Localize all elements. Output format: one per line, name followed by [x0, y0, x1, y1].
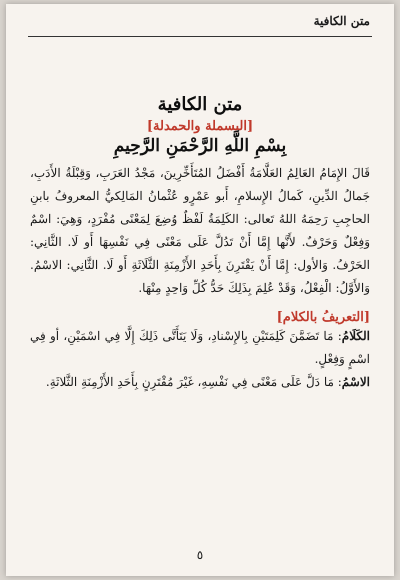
paragraph-kalam — [30, 325, 370, 371]
basmala-calligraphy: بِسْمِ اللَّهِ الرَّحْمَنِ الرَّحِيمِ — [113, 136, 287, 156]
page-content — [30, 94, 370, 394]
book-page — [6, 4, 394, 576]
page-number: ٥ — [196, 548, 204, 562]
term-ism: الاسْمُ — [341, 375, 370, 389]
running-header: متن الكافية — [313, 14, 370, 28]
section-heading-kalam: [التعريفُ بالكلام] — [276, 310, 370, 325]
header-divider — [28, 36, 372, 37]
paragraph-intro: قَالَ الإِمَامُ العَالِمُ العَلَّامَةُ أَفْضَلُ المُتَأَخِّرِينَ، مَجْدُ العَرَبِ، وَقِبْلَةُ الأَدَبِ، جَمالُ الدِّينِ، كَمالُ الإِسلامِ، أَبو عَمْرٍو عُثْمانُ المَالِكيُّ المعروفُ بابنِ الحاجِبِ رَحِمَهُ اللهُ تَعالى: الكَلِمَةُ لَفْظٌ وُضِعَ لِمَعْنًى مُفْرَدٍ، وَهِيَ: اسْمٌ وَفِعْلٌ وَحَرْفٌ. لأَنَّها إِمَّا أَنْ تَدُلَّ عَلَى مَعْنًى فِي نَفْسِهَا أَو لَا. الثَّانِي: الحَرْفُ. وَالأول: إِمَّا أَنْ يَقْتَرِنَ بِأَحَدِ الأَزْمِنَةِ الثَّلَاثَةِ أَو لَا. الثَّانِي: الاسْمُ. وَالأَوَّلُ: الْفِعْلُ، وَقَدْ عُلِمَ بِذَلِكَ حَدُّ كُلِّ وَاحِدٍ مِنْهَا. — [30, 166, 370, 295]
paragraph-ism — [30, 371, 370, 394]
definition-kalam: : مَا تَضَمَّنَ كَلِمَتَيْنِ بِالإِسْنادِ، وَلَا يَتَأَتَّى ذَلِكَ إِلَّا فِي اسْمَيْنِ، أو فِي اسْمٍ وَفِعْلٍ. — [30, 329, 370, 366]
section-heading-basmala: [البسملة والحمدلة] — [146, 119, 254, 134]
page-title: متن الكافية — [157, 94, 243, 115]
term-kalam: الكَلَامُ — [341, 329, 370, 343]
definition-ism: : مَا دَلَّ عَلَى مَعْنًى فِي نَفْسِهِ، غَيْرَ مُقْتَرِنٍ بِأَحَدِ الأَزْمِنَةِ الثَّلاثَةِ. — [45, 375, 342, 389]
